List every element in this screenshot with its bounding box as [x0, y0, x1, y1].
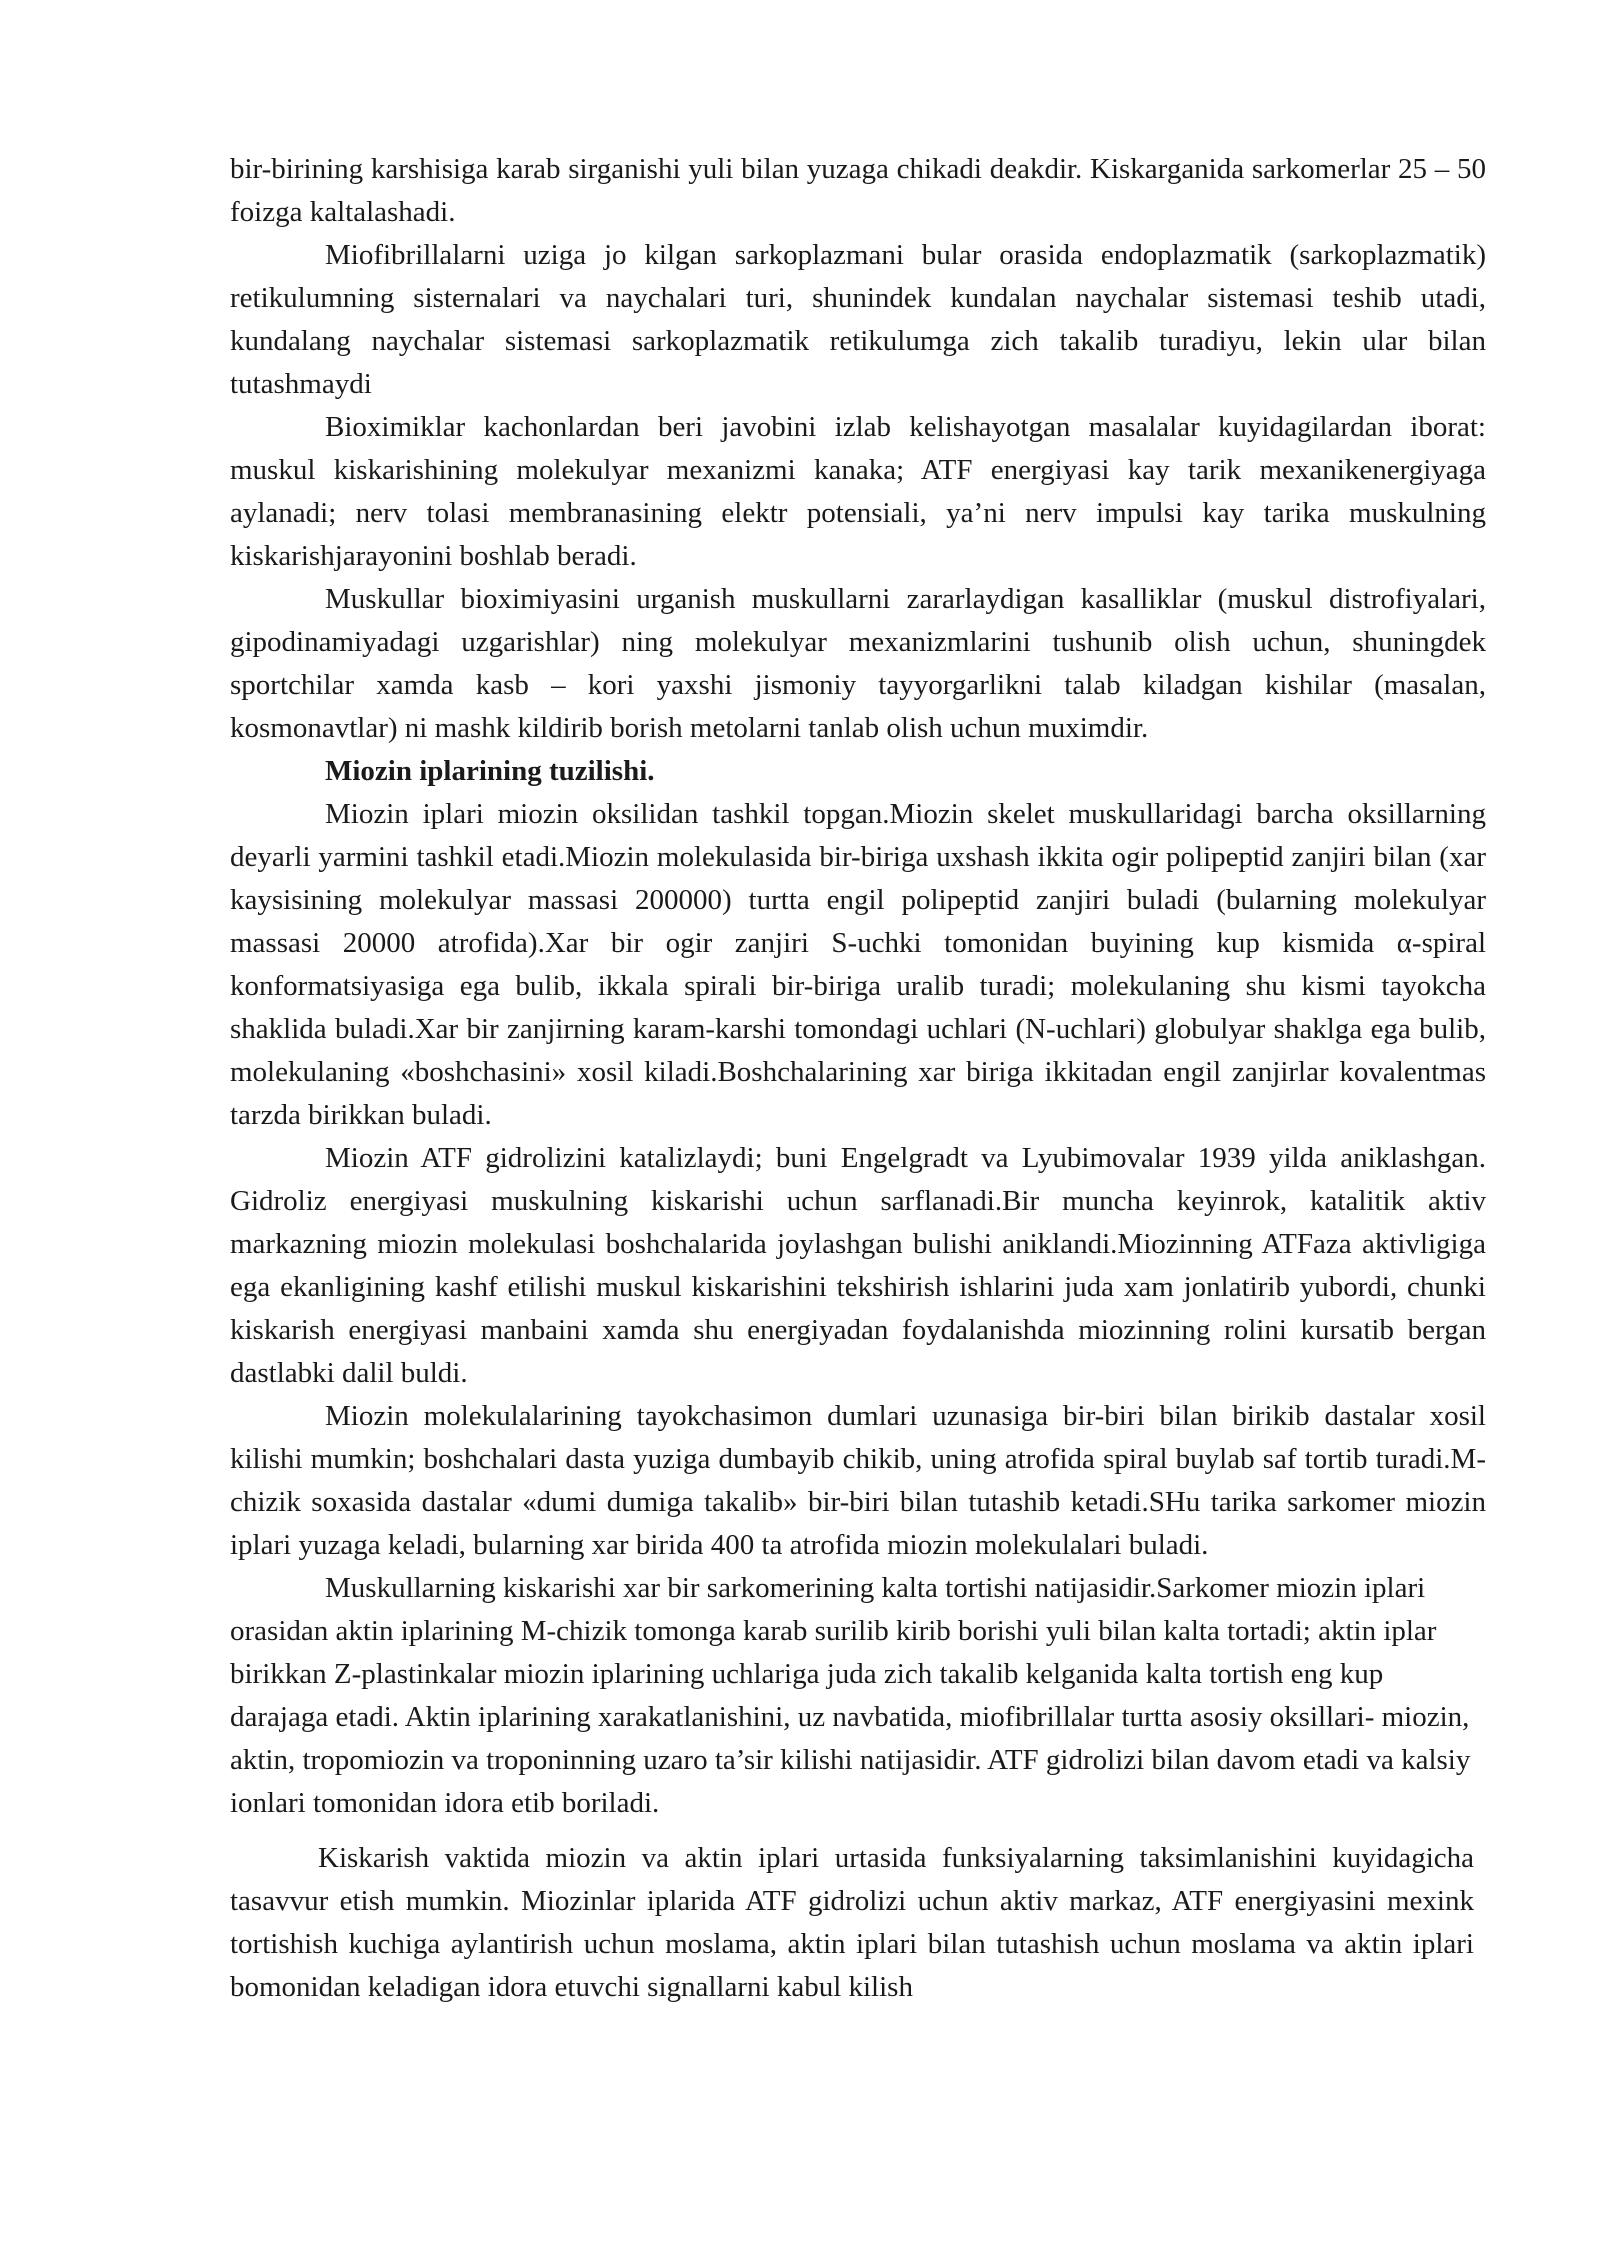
paragraph-muskullar-bioximiyasi: Muskullar bioximiyasini urganish muskullarni zararlaydigan kasalliklar (muskul distrofiyalari, gipodinamiyadagi uzgarishlar) ning molekulyar mexanizmlarini tushunib olish uchun, shuningdek sportchilar xamda kasb – kori yaxshi jismoniy tayyorgarlikni talab kiladgan kishilar (masalan, kosmonavtlar) ni mashk kildirib borish metolarni tanlab olish uchun muximdir.	[230, 583, 1486, 744]
paragraph-miozin-atf: Miozin ATF gidrolizini katalizlaydi; buni Engelgradt va Lyubimovalar 1939 yilda aniklashgan. Gidroliz energiyasi muskulning kiskarishi uchun sarflanadi.Bir muncha keyinrok, katalitik aktiv markazning miozin molekulasi boshchalarida joylashgan bulishi aniklandi.Miozinning ATFaza aktivligiga ega ekanligining kashf etilishi muskul kiskarishini tekshirish ishlarini juda xam jonlatirib yubordi, chunki kiskarish energiyasi manbaini xamda shu energiyadan foydalanishda miozinning rolini kursatib bergan dastlabki dalil buldi.	[230, 1142, 1486, 1389]
document-body	[230, 148, 1486, 2009]
paragraph-miozin-molekulalari: Miozin molekulalarining tayokchasimon dumlari uzunasiga bir-biri bilan birikib dastalar xosil kilishi mumkin; boshchalari dasta yuziga dumbayib chikib, uning atrofida spiral buylab saf tortib turadi.M-chizik soxasida dastalar «dumi dumiga takalib» bir-biri bilan tutashib ketadi.SHu tarika sarkomer miozin iplari yuzaga keladi, bularning xar birida 400 ta atrofida miozin molekulalari buladi.	[230, 1400, 1486, 1561]
paragraph-muskullarning-kiskarishi: Muskullarning kiskarishi xar bir sarkomerining kalta tortishi natijasidir.Sarkomer miozin iplari orasidan aktin iplarining M-chizik tomonga karab surilib kirib borishi yuli bilan kalta tortadi; aktin iplar birikkan Z-plastinkalar miozin iplarining uchlariga juda zich takalib kelganida kalta tortish eng kup darajaga etadi. Aktin iplarining xarakatlanishini, uz navbatida, miofibrillalar turtta asosiy oksillari- miozin, aktin, tropomiozin va troponinning uzaro ta’sir kilishi natijasidir. ATF gidrolizi bilan davom etadi va kalsiy ionlari tomonidan idora etib boriladi.	[230, 1572, 1471, 1819]
section-heading: Miozin iplarining tuzilishi.	[325, 755, 655, 787]
paragraph-kiskarish-vaktida: Kiskarish vaktida miozin va aktin iplari urtasida funksiyalarning taksimlanishini kuyidagicha tasavvur etish mumkin. Miozinlar iplarida ATF gidrolizi uchun aktiv markaz, ATF energiyasini mexink tortishish kuchiga aylantirish uchun moslama, aktin iplari bilan tutashish uchun moslama va aktin iplari bomonidan keladigan idora etuvchi signallarni kabul kilish	[230, 1842, 1474, 2003]
paragraph-miofibrillalar: Miofibrillalarni uziga jo kilgan sarkoplazmani bular orasida endoplazmatik (sarkoplazmatik) retikulumning sisternalari va naychalari turi, shunindek kundalan naychalar sistemasi teshib utadi, kundalang naychalar sistemasi sarkoplazmatik retikulumga zich takalib turadiyu, lekin ular bilan tutashmaydi	[230, 239, 1486, 400]
paragraph-continuation: bir-birining karshisiga karab sirganishi yuli bilan yuzaga chikadi deakdir. Kiskarganida sarkomerlar 25 – 50 foizga kaltalashadi.	[230, 153, 1486, 228]
paragraph-miozin-iplari: Miozin iplari miozin oksilidan tashkil topgan.Miozin skelet muskullaridagi barcha oksillarning deyarli yarmini tashkil etadi.Miozin molekulasida bir-biriga uxshash ikkita ogir polipeptid zanjiri bilan (xar kaysisining molekulyar massasi 200000) turtta engil polipeptid zanjiri buladi (bularning molekulyar massasi 20000 atrofida).Xar bir ogir zanjiri S-uchki tomonidan buyining kup kismida α-spiral konformatsiyasiga ega bulib, ikkala spirali bir-biriga uralib turadi; molekulaning shu kismi tayokcha shaklida buladi.Xar bir zanjirning karam-karshi tomondagi uchlari (N-uchlari) globulyar shaklga ega bulib, molekulaning «boshchasini» xosil kiladi.Boshchalarining xar biriga ikkitadan engil zanjirlar kovalentmas tarzda birikkan buladi.	[230, 798, 1486, 1131]
paragraph-bioximiklar: Bioximiklar kachonlardan beri javobini izlab kelishayotgan masalalar kuyidagilardan iborat: muskul kiskarishining molekulyar mexanizmi kanaka; ATF energiyasi kay tarik mexanikenergiyaga aylanadi; nerv tolasi membranasining elektr potensiali, ya’ni nerv impulsi kay tarika muskulning kiskarishjarayonini boshlab beradi.	[230, 411, 1486, 572]
